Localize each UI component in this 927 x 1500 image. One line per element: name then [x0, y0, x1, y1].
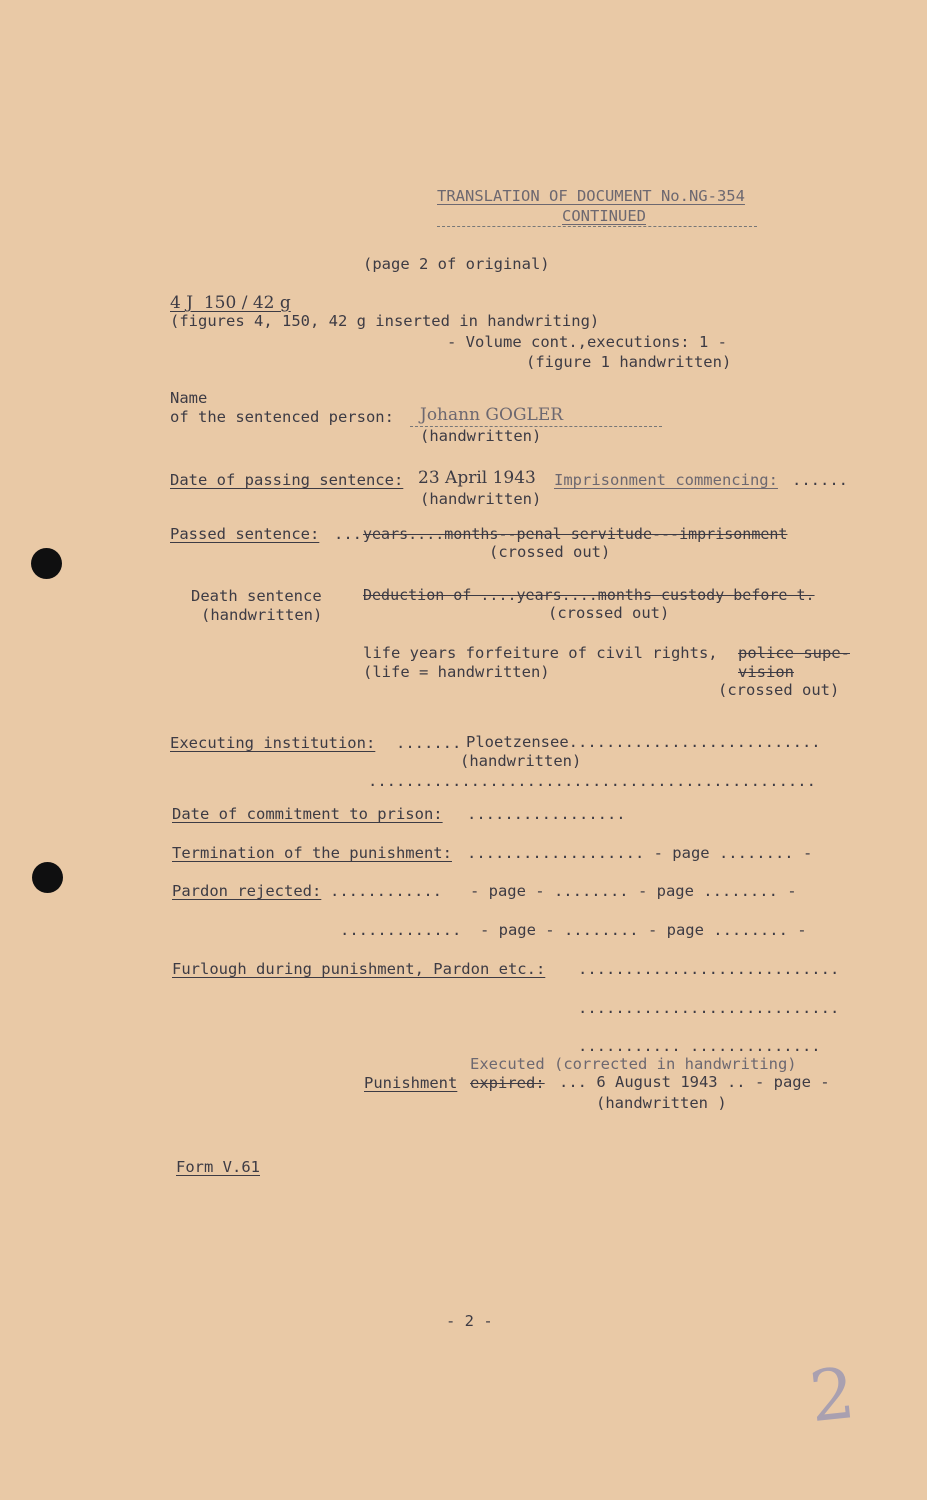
executing-dots-line: ................................................	[368, 772, 816, 790]
forfeiture-struck-2: vision	[738, 663, 794, 681]
imprisonment-dots: ......	[792, 471, 848, 489]
forfeiture-note: (life = handwritten)	[363, 663, 550, 681]
death-sentence-note: (handwritten)	[201, 606, 323, 624]
form-number: Form V.61	[176, 1158, 260, 1176]
passed-sentence-label: Passed sentence:	[170, 525, 320, 543]
furlough-dots-3: ........... ..............	[578, 1037, 821, 1055]
deduction-note: (crossed out)	[548, 604, 670, 622]
furlough-dots-1: ............................	[578, 960, 840, 978]
header-rule	[437, 226, 757, 227]
termination-tail: ................... - page ........ -	[467, 844, 813, 862]
name-label-line2: of the sentenced person:	[170, 408, 394, 426]
executing-value: Ploetzensee...........................	[466, 733, 821, 751]
name-label-line1: Name	[170, 389, 208, 407]
punch-hole	[31, 548, 62, 579]
volume-note: (figure 1 handwritten)	[526, 353, 732, 371]
punishment-value: ... 6 August 1943 .. - page -	[559, 1073, 830, 1091]
volume-line: - Volume cont.,executions: 1 -	[447, 333, 727, 351]
forfeiture-text: life years forfeiture of civil rights,	[363, 644, 718, 662]
passed-sentence-note: (crossed out)	[489, 543, 611, 561]
file-reference-note: (figures 4, 150, 42 g inserted in handwriting)	[170, 312, 600, 330]
pardon-row-2: ............. - page - ........ - page ........ -	[340, 921, 807, 939]
page-of-original: (page 2 of original)	[363, 255, 550, 273]
death-sentence-label: Death sentence	[191, 587, 322, 605]
page-number: - 2 -	[446, 1312, 493, 1330]
forfeiture-struck-1: police supe-	[738, 644, 850, 662]
punishment-struck: expired:	[470, 1074, 545, 1092]
executed-note: Executed (corrected in handwriting)	[470, 1055, 797, 1073]
name-note: (handwritten)	[420, 427, 542, 445]
commitment-label: Date of commitment to prison:	[172, 805, 443, 823]
punishment-note: (handwritten )	[596, 1094, 727, 1112]
date-sentence-value: 23 April 1943	[418, 468, 536, 488]
executing-label: Executing institution:	[170, 734, 376, 752]
imprisonment-label: Imprisonment commencing:	[554, 471, 778, 489]
file-reference: 4 J 150 / 42 g	[170, 293, 291, 313]
pardon-label: Pardon rejected:	[172, 882, 322, 900]
date-sentence-label: Date of passing sentence:	[170, 471, 404, 489]
continued-label: CONTINUED	[562, 207, 646, 225]
furlough-dots-2: ............................	[578, 999, 840, 1017]
document-title: TRANSLATION OF DOCUMENT No.NG-354	[437, 187, 745, 205]
forfeiture-crossed-note: (crossed out)	[718, 681, 840, 699]
punishment-label: Punishment	[364, 1074, 458, 1092]
sentenced-name-value: Johann GOGLER	[420, 405, 564, 425]
commitment-dots: .................	[467, 805, 626, 823]
termination-label: Termination of the punishment:	[172, 844, 452, 862]
passed-sentence-struck: years....months--penal servitude---imprisonment	[363, 525, 788, 543]
executing-lead: .......	[396, 734, 462, 752]
pardon-tail: ............ - page - ........ - page ........ -	[330, 882, 797, 900]
furlough-label: Furlough during punishment, Pardon etc.:	[172, 960, 546, 978]
date-sentence-note: (handwritten)	[420, 490, 542, 508]
executing-note: (handwritten)	[460, 752, 582, 770]
handwritten-page-number: 2	[805, 1351, 859, 1439]
passed-sentence-lead: ...	[334, 525, 362, 543]
deduction-struck: Deduction of ....years....months custody before t.	[363, 586, 815, 604]
punch-hole	[32, 862, 63, 893]
